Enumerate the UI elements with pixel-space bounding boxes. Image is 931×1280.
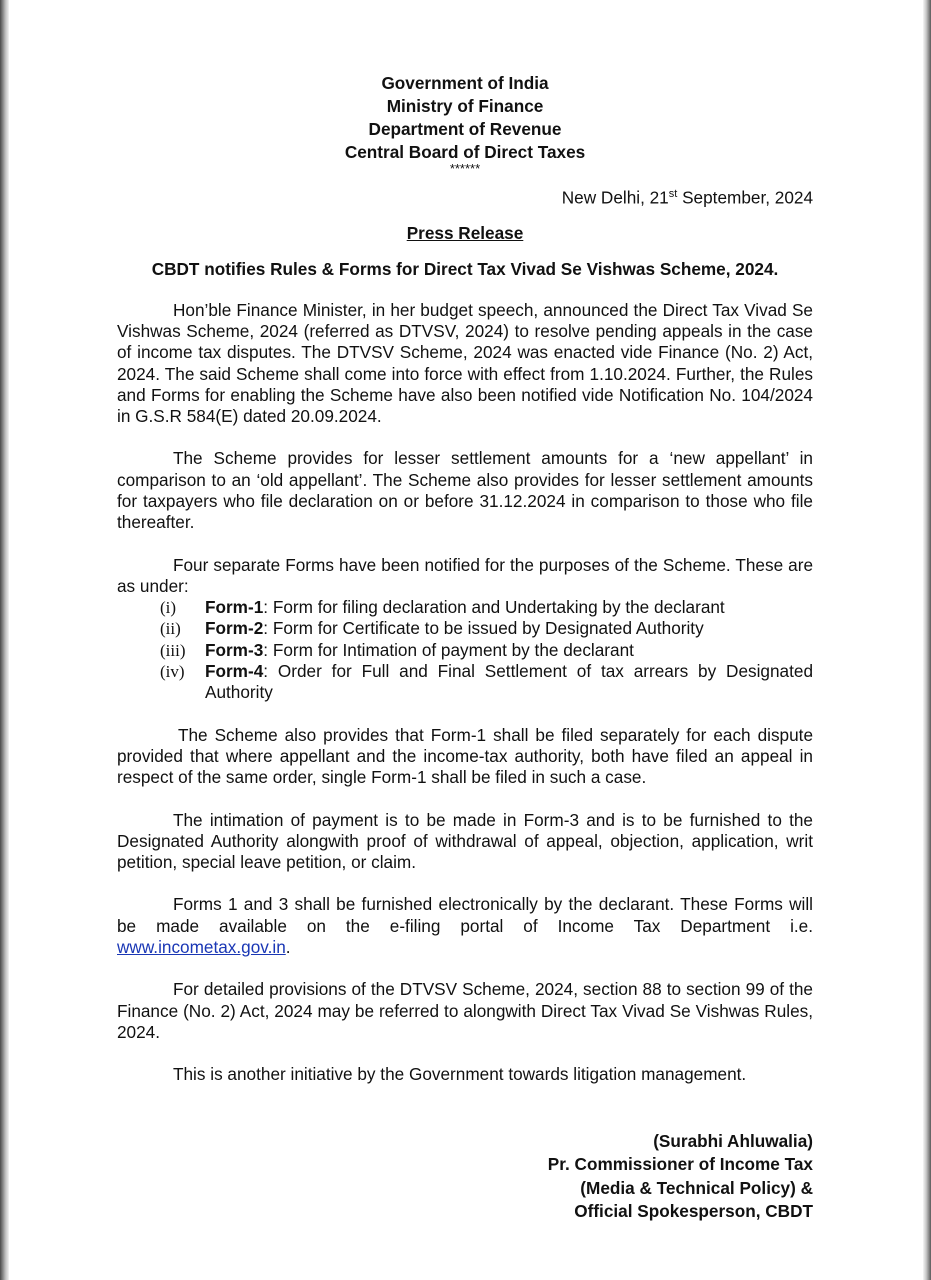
efiling-text-end: . [285,937,291,958]
efiling-text: Forms 1 and 3 shall be furnished electronically by the declarant. These Forms will be made available on the e-filing portal of Income Tax Department i.e. [117,894,813,936]
form-name: Form-3 [205,639,264,660]
form-name: Form-1 [205,597,264,618]
incometax-portal-link[interactable]: www.incometax.gov.in [117,937,286,958]
subject-heading: CBDT notifies Rules & Forms for Direct Tax Vivad Se Vishwas Scheme, 2024. [151,259,779,280]
letterhead-department: Department of Revenue [368,119,562,139]
signature-block [117,1130,813,1224]
forms-list [117,597,813,703]
form-name: Form-4 [205,661,264,682]
list-item-number: (iii) [160,640,186,660]
signatory-title: Pr. Commissioner of Income Tax [547,1154,813,1175]
form-description: : Order for Full and Final Settlement of tax arrears by Designated Authority [205,661,813,703]
signatory-role: Official Spokesperson, CBDT [574,1201,813,1222]
paragraph-settlement: The Scheme provides for lesser settlement amounts for a ‘new appellant’ in comparison to an ‘old appellant’. The Scheme also provides for lesser settlement amounts for taxpayers who file declaration on or before 31.12.2024 in comparison to those who file thereafter. [117,448,813,533]
paragraph-announcement: Hon’ble Finance Minister, in her budget speech, announced the Direct Tax Vivad Se Vishwas Scheme, 2024 (referred as DTVSV, 2024) to resolve pending appeals in the case of income tax disputes. The DTVSV Scheme, 2024 was enacted vide Finance (No. 2) Act, 2024. The said Scheme shall come into force with effect from 1.10.2024. Further, the Rules and Forms for enabling the Scheme have also been notified vide Notification No. 104/2024 in G.S.R 584(E) dated 20.09.2024. [117,299,813,427]
paragraph-form1-filing: The Scheme also provides that Form-1 shall be filed separately for each dispute provided that where appellant and the income-tax authority, both have filed an appeal in respect of the same order, single Form-1 shall be filed in such a case. [117,724,813,788]
separator-stars: ****** [449,161,481,176]
list-item-number: (i) [160,598,177,618]
paragraph-efiling [117,894,813,958]
date-prefix: New Delhi, 21 [561,187,669,208]
page-shadow-left [0,0,9,1280]
paragraph-initiative: This is another initiative by the Government towards litigation management. [173,1064,747,1085]
signatory-name: (Surabhi Ahluwalia) [653,1130,813,1151]
list-item-number: (ii) [160,619,181,639]
dateline [117,184,813,209]
press-release-document [117,72,813,1224]
list-item [117,597,813,618]
list-item [117,618,813,639]
page-shadow-right [923,0,931,1280]
letterhead-ministry: Ministry of Finance [386,96,544,116]
list-item [117,640,813,661]
paragraph-forms-intro: Four separate Forms have been notified for the purposes of the Scheme. These are as under: [117,554,813,596]
list-item [117,661,813,704]
paragraph-intimation: The intimation of payment is to be made in Form-3 and is to be furnished to the Designated Authority alongwith proof of withdrawal of appeal, objection, application, writ petition, special leave petition, or claim. [117,809,813,873]
date-ordinal: st [668,188,678,200]
form-description: : Form for Certificate to be issued by Designated Authority [263,618,704,639]
letterhead [117,72,813,164]
press-release-heading: Press Release [406,223,524,244]
letterhead-board: Central Board of Direct Taxes [344,142,586,162]
letterhead-government: Government of India [381,73,549,93]
paragraph-provisions: For detailed provisions of the DTVSV Scheme, 2024, section 88 to section 99 of the Finance (No. 2) Act, 2024 may be referred to alongwith Direct Tax Vivad Se Vishwas Rules, 2024. [117,979,813,1042]
date-suffix: September, 2024 [677,187,813,208]
signatory-department: (Media & Technical Policy) & [580,1177,813,1198]
list-item-number: (iv) [160,662,185,682]
form-description: : Form for filing declaration and Undertaking by the declarant [263,597,725,618]
form-description: : Form for Intimation of payment by the declarant [263,639,634,660]
form-name: Form-2 [205,618,264,639]
